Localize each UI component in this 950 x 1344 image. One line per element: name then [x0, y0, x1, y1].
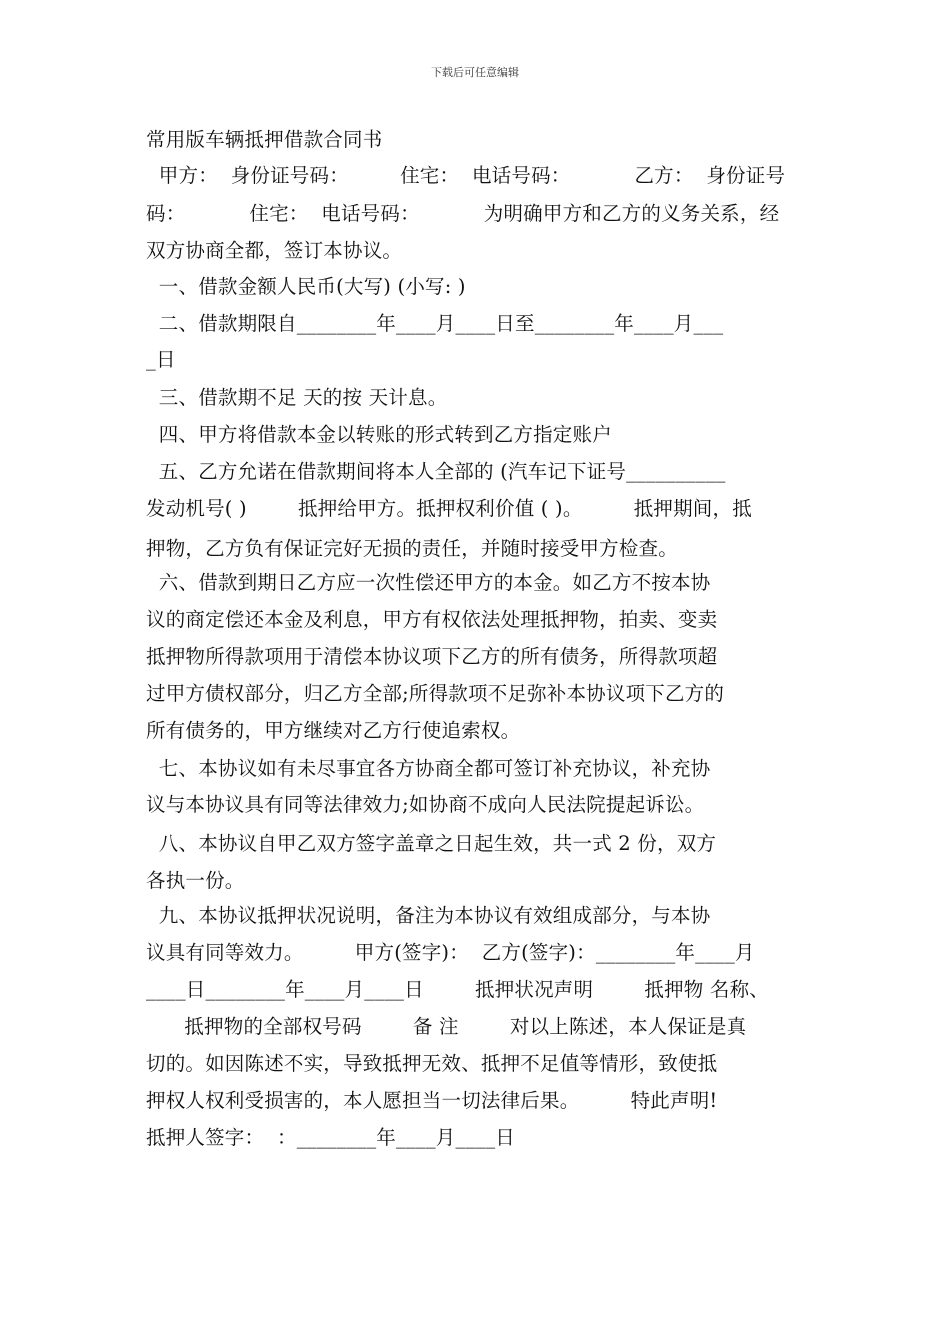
body-line: 七、本协议如有未尽事宜各方协商全都可签订补充协议，补充协	[146, 757, 711, 780]
body-line: _日	[146, 348, 176, 371]
body-line: 切的。如因陈述不实，导致抵押无效、抵押不足值等情形，致使抵	[146, 1052, 718, 1075]
page-header: 下载后可任意编辑	[431, 66, 519, 79]
body-line: 各执一份。	[146, 869, 245, 892]
body-line: 抵押物的全部权号码 备 注 对以上陈述，本人保证是真	[146, 1015, 747, 1038]
body-line: 议的商定偿还本金及利息，甲方有权依法处理抵押物，拍卖、变卖	[146, 608, 718, 631]
body-line: 押物，乙方负有保证完好无损的责任，并随时接受甲方检查。	[146, 537, 678, 560]
body-line: 八、本协议自甲乙双方签字盖章之日起生效，共一式 2 份，双方	[146, 832, 717, 855]
body-line: 一、借款金额人民币(大写) (小写: )	[146, 275, 466, 298]
body-line: 发动机号( ) 抵押给甲方。抵押权利价值 ( )。 抵押期间，抵	[146, 497, 752, 520]
body-line: 抵押物所得款项用于清偿本协议项下乙方的所有债务，所得款项超	[146, 645, 718, 668]
body-line: 码： 住宅： 电话号码： 为明确甲方和乙方的义务关系，经	[146, 202, 780, 225]
body-line: 甲方： 身份证号码： 住宅： 电话号码： 乙方： 身份证号	[146, 164, 786, 187]
body-line: 过甲方债权部分，归乙方全部;所得款项不足弥补本协议项下乙方的	[146, 682, 725, 705]
body-line: 议具有同等效力。 甲方(签字)： 乙方(签字)：________年____月	[146, 941, 755, 964]
body-line: 三、借款期不足 天的按 天计息。	[146, 386, 448, 409]
body-line: ____日________年____月____日 抵押状况声明 抵押物 名称、	[146, 978, 769, 1001]
body-line: 抵押人签字： ：________年____月____日	[146, 1126, 515, 1149]
body-line: 议与本协议具有同等法律效力;如协商不成向人民法院提起诉讼。	[146, 793, 705, 816]
body-line: 六、借款到期日乙方应一次性偿还甲方的本金。如乙方不按本协	[146, 571, 711, 594]
document-title: 常用版车辆抵押借款合同书	[146, 128, 383, 151]
body-line: 二、借款期限自________年____月____日至________年____月___	[146, 312, 724, 335]
body-line: 押权人权利受损害的，本人愿担当一切法律后果。 特此声明!	[146, 1089, 718, 1112]
body-line: 所有债务的，甲方继续对乙方行使追索权。	[146, 719, 521, 742]
body-line: 五、乙方允诺在借款期间将本人全部的 (汽车记下证号__________	[146, 460, 726, 483]
body-line: 双方协商全都，签订本协议。	[146, 239, 403, 262]
body-line: 九、本协议抵押状况说明，备注为本协议有效组成部分，与本协	[146, 904, 711, 927]
body-line: 四、甲方将借款本金以转账的形式转到乙方指定账户	[146, 423, 612, 446]
